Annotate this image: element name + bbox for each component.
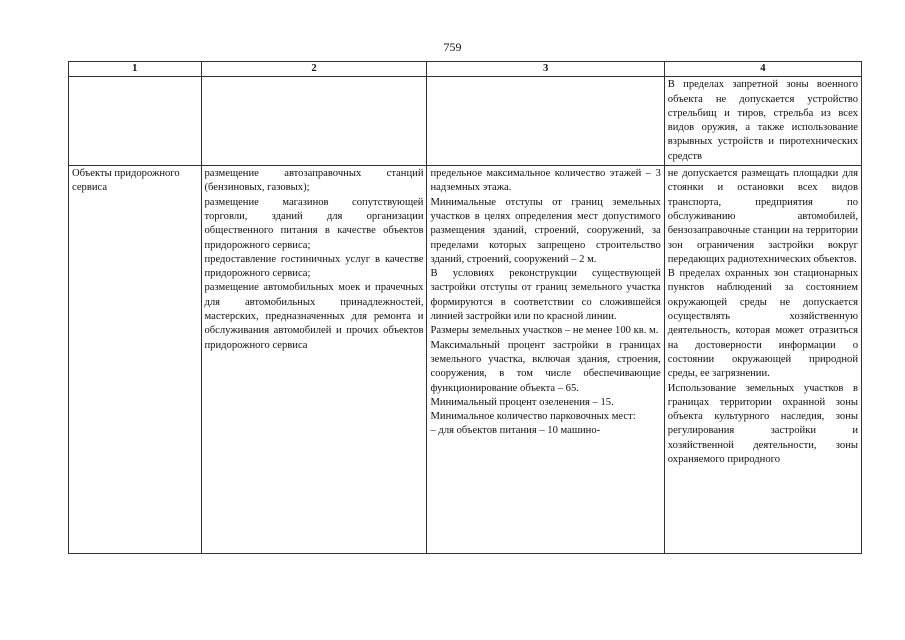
column-header-1: 1 [69, 62, 202, 77]
table-cell-empty [201, 77, 427, 166]
restriction-paragraph: не допускается размещать площадки для стоянки и остановки всех видов транспорта, предприятия по обслуживанию автомобилей, бензозаправочные станции на территории зон ограничения застройки вокруг передающих радиотехнических объектов. [667, 168, 858, 265]
column-header-2: 2 [201, 62, 427, 77]
page-number: 759 [443, 40, 462, 54]
restrictions-cell [664, 166, 861, 554]
table-cell-empty [69, 77, 202, 166]
table-row [69, 77, 862, 166]
restriction-paragraph: Использование земельных участков в границах территории охранной зоны объекта культурного наследия, зоны регулирования застройки и хозяйственной деятельности, зоны охраняемого природного [667, 382, 858, 466]
restriction-paragraph: В пределах охранных зон стационарных пунктов наблюдений за состоянием окружающей среды не допускается осуществлять хозяйственную деятельность, которая может отразиться на достоверности информации о состоянии окружающей природной среды, ее загрязнении. [667, 268, 858, 380]
regulations-table [68, 61, 862, 554]
permitted-use-item: размещение автомобильных моек и прачечных для автомобильных принадлежностей, мастерских, предназначенных для ремонта и обслуживания автомобилей и прочих объектов придорожного сервиса [204, 282, 424, 351]
column-header-3: 3 [427, 62, 664, 77]
parameter-paragraph: Минимальное количество парковочных мест: [430, 411, 636, 423]
parameter-paragraph: Минимальные отступы от границ земельных участков в целях определения мест допустимого размещения зданий, строений, сооружений, за пределами которых запрещено строительство зданий, строений, сооружений – 2 м. [430, 196, 661, 265]
permitted-use-item: размещение магазинов сопутствующей торговли, зданий для организации общественного питания в качестве объектов придорожного сервиса; [204, 196, 424, 251]
parameter-paragraph: В условиях реконструкции существующей застройки отступы от границ земельного участка формируются в соответствии со сложившейся линией застройки или по красной линии. [430, 268, 661, 323]
permitted-use-item: размещение автозаправочных станций (бензиновых, газовых); [204, 168, 424, 194]
table-header-row [69, 62, 862, 77]
parameters-cell [427, 166, 664, 554]
table-row [69, 166, 862, 554]
permitted-uses-cell [201, 166, 427, 554]
parameter-paragraph: Минимальный процент озеленения – 15. [430, 396, 614, 408]
table-cell-empty [427, 77, 664, 166]
parameter-paragraph: Максимальный процент застройки в границах земельного участка, включая здания, строения, сооружения, в том числе обеспечивающие функционирование объекта – 65. [430, 339, 661, 394]
military-zone-restriction-cell: В пределах запретной зоны военного объекта не допускается устройство стрельбищ и тиров, стрельба из всех видов оружия, а также использование взрывных устройств и пиротехнических средств [664, 77, 861, 166]
parameter-paragraph: – для объектов питания – 10 машино- [430, 425, 601, 437]
parameter-paragraph: предельное максимальное количество этажей – 3 надземных этажа. [430, 168, 661, 194]
permitted-use-item: предоставление гостиничных услуг в качестве придорожного сервиса; [204, 253, 424, 280]
parameter-paragraph: Размеры земельных участков – не менее 100 кв. м. [430, 325, 659, 337]
column-header-4: 4 [664, 62, 861, 77]
object-type-cell: Объекты придорожного сервиса [69, 166, 202, 554]
